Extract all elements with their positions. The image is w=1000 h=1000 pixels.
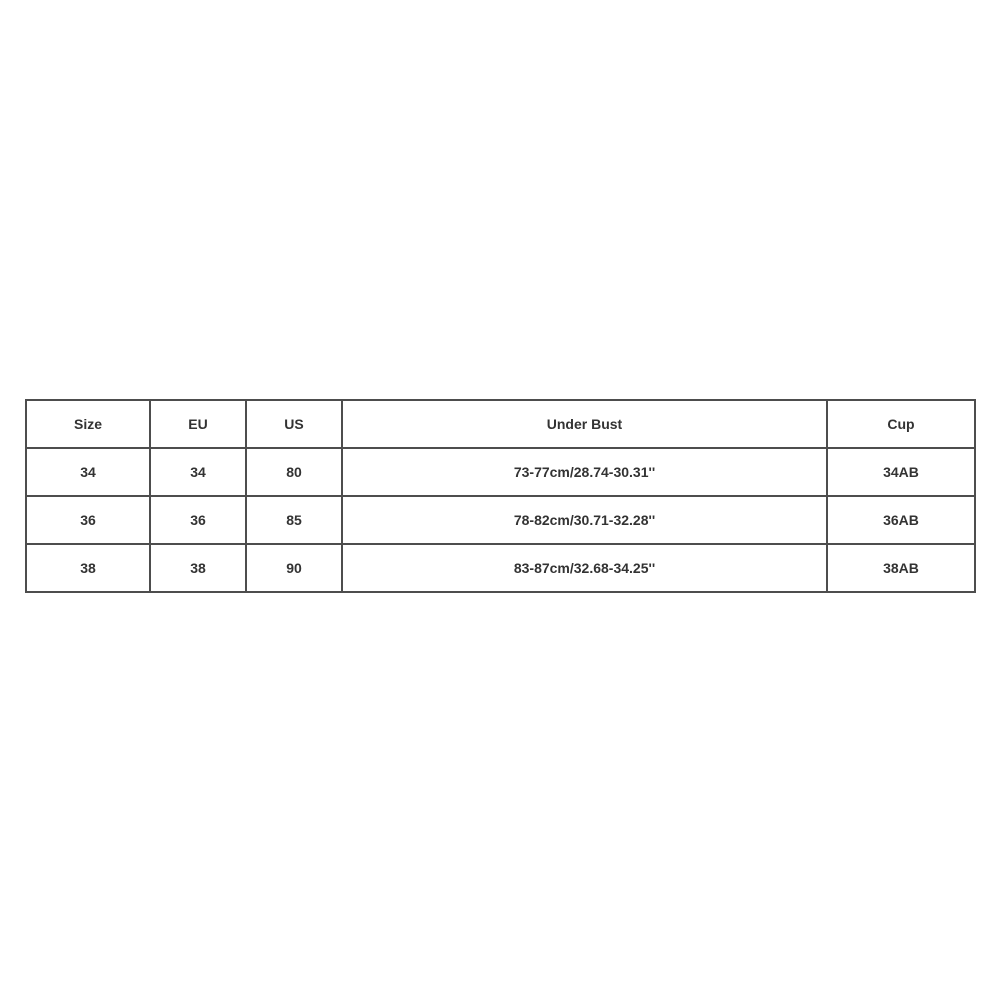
cell-size: 34 [26,448,150,496]
size-chart-table [25,399,976,593]
cell-under-bust: 73-77cm/28.74-30.31'' [342,448,827,496]
cell-cup: 34AB [827,448,975,496]
cell-eu: 34 [150,448,246,496]
cell-us: 90 [246,544,342,592]
cell-us: 85 [246,496,342,544]
cell-eu: 38 [150,544,246,592]
header-under-bust: Under Bust [342,400,827,448]
cell-under-bust: 83-87cm/32.68-34.25'' [342,544,827,592]
cell-cup: 38AB [827,544,975,592]
header-size: Size [26,400,150,448]
header-cup: Cup [827,400,975,448]
table-row [26,448,975,496]
cell-us: 80 [246,448,342,496]
header-eu: EU [150,400,246,448]
table-row [26,496,975,544]
cell-under-bust: 78-82cm/30.71-32.28'' [342,496,827,544]
table-header-row [26,400,975,448]
cell-size: 36 [26,496,150,544]
header-us: US [246,400,342,448]
cell-eu: 36 [150,496,246,544]
cell-size: 38 [26,544,150,592]
cell-cup: 36AB [827,496,975,544]
table-row [26,544,975,592]
